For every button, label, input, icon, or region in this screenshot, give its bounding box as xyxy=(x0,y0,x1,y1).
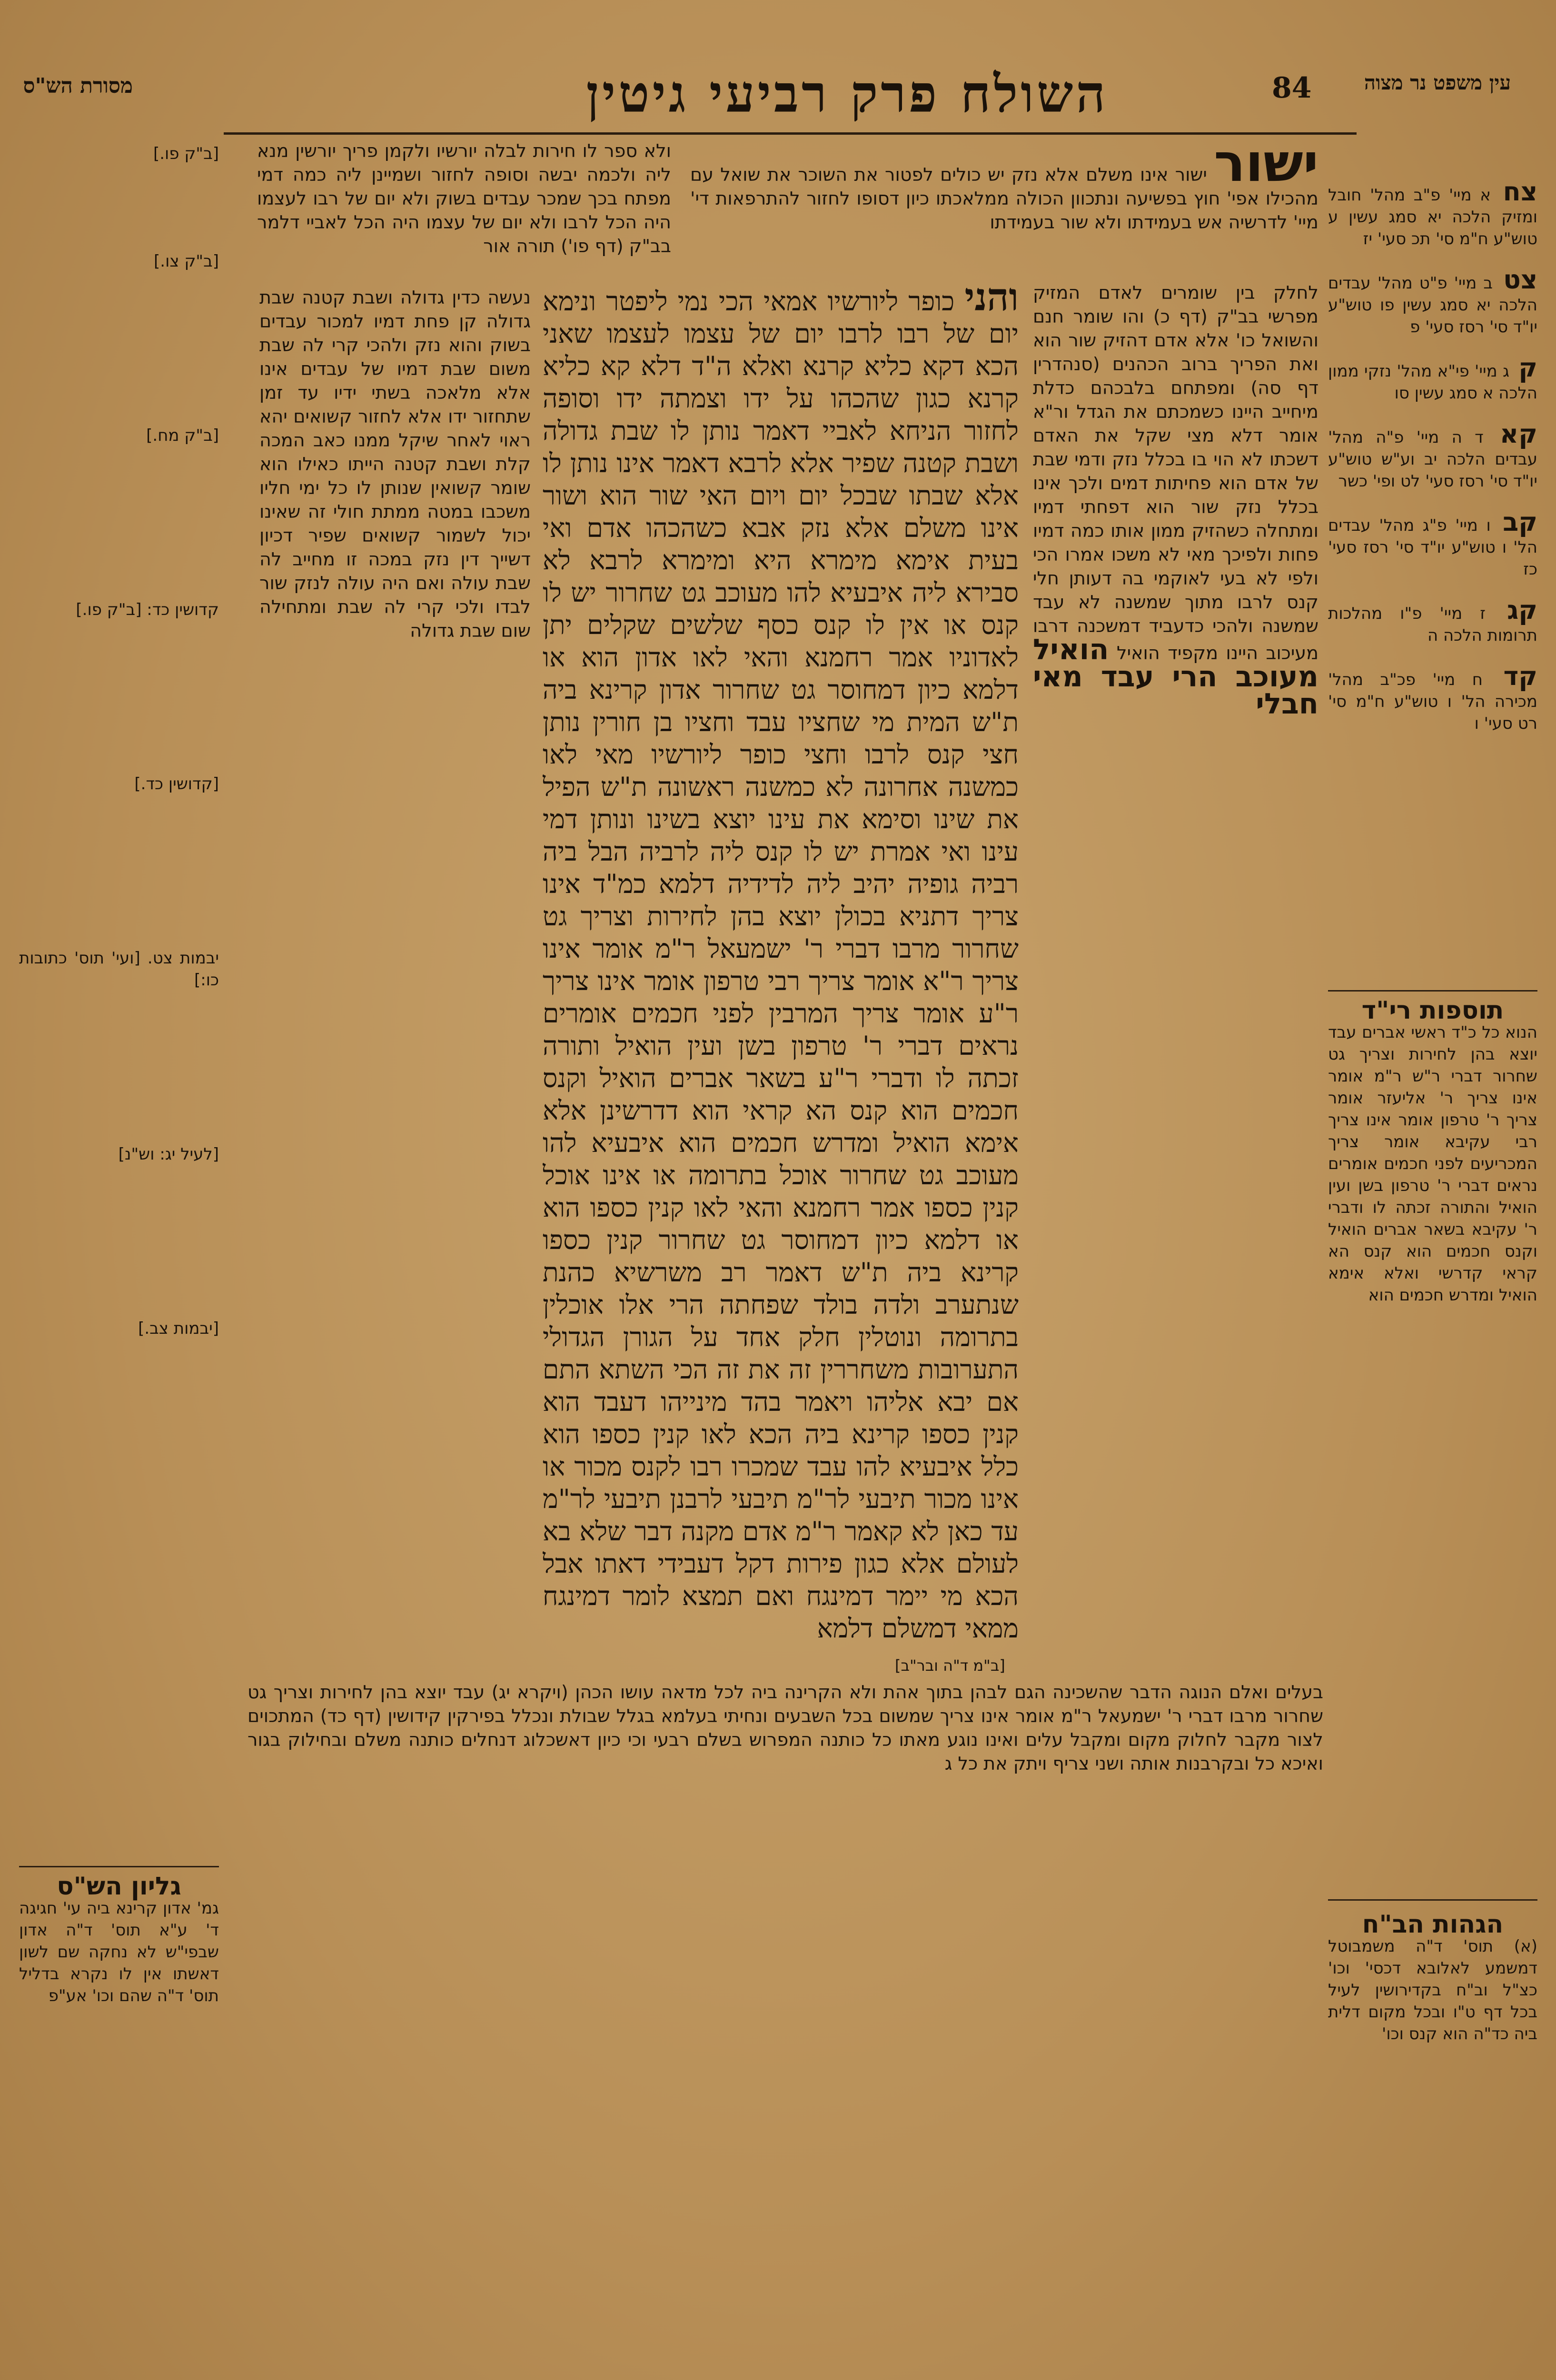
gilyon-rule xyxy=(19,1866,219,1867)
rashi-top-text: ולא ספר לו חירות לבלה יורשיו ולקמן פריך יורשין מנא ליה ולכמה יבשה וסופה לחזור ושמיינן ליה כמה דמי מפתח בכך שמכר עבדים בשוק ולא יום של רבו לעצמו היה הכל לרבו ולא יום של עצמו היה הכל לאביי דלמר בב"ק (דף פו') תורה אור xyxy=(257,140,671,257)
masoret-ref: [יבמות צב.] xyxy=(138,1319,219,1338)
chapter-title: השולח פרק רביעי גיטין xyxy=(586,64,1109,124)
masoret-ref: [לעיל יג: וש"נ] xyxy=(118,1145,219,1164)
ein-mishpat-text: א מיי' פ"ב מהל' חובל ומזיק הלכה יא סמג עשין ע טוש"ע ח"מ סי' תכ סעי' יז xyxy=(1328,186,1537,248)
dibbur-hamatchil: חבלי xyxy=(1256,687,1318,721)
ein-mishpat-letter: קא xyxy=(1483,419,1537,449)
ein-mishpat-text: ד ה מיי' פ"ה מהל' עבדים הלכה יב וע"ש טוש"ע יו"ד סי' רסז סעי' לט ופי' כשר xyxy=(1328,428,1537,491)
gilyon-box xyxy=(19,1875,219,2280)
ein-mishpat-entry xyxy=(1328,265,1537,338)
rashi-left-text: נעשה כדין גדולה ושבת קטנה שבת גדולה קן פחת דמיו למכור עבדים בשוק והוא נזק ולהכי קרי לה שבת משום שבת דמיו של עבדים אינו אלא מלאכה בשתי ידיו עד זמן שתחזור ידו אלא לחזור קשואים יהא ראוי לאחר שיקל ממנו כאב המכה קלת ושבת קטנה הייתו כאילו הוא שומר קשואין שנותן לו כל ימי חליו משכבו במטה ממתת חולי זה שאינו יכול לשמור קשואים שפיר דכיון דשייך דין נזק במכה זו מחייב לה שבת עולה ואם היה עולה לנזק שור לבדו ולכי קרי לה שבת ומתחילה שום שבת גדולה xyxy=(259,287,531,641)
header-rule xyxy=(224,132,1357,135)
gemara-main-text xyxy=(543,281,1019,1652)
ein-mishpat-entry xyxy=(1328,353,1537,404)
ein-mishpat-letter: צח xyxy=(1490,181,1537,207)
ein-mishpat-entry xyxy=(1328,181,1537,250)
gemara-body: כופר ליורשיו אמאי הכי נמי ליפטר ונימא יום של רבו לרבו יום של עצמו לעצמו שאני הכא דקא כליא קרנא ואלא ה"ד דלא קא כליא קרנא כגון שהכהו על ידו וצמתה ידו וסופה לחזור הניחא לאביי דאמר נותן לו שבת גדולה ושבת קטנה שפיר אלא לרבא דאמר אינו נותן לו אלא שבתו שבכל יום ויום האי שור הוא ושור אינו משלם אלא נזק אבא כשהכהו אדם ואי בעית אימא מימרא היא ומימרא לרבא לא סבירא ליה איבעיא להו מעוכב גט שחרור יש לו קנס או אין לו קנס כסף שלשים שקלים יתן לאדוניו אמר רחמנא והאי לאו אדון הוא או דלמא כיון דמחוסר גט שחרור אדון קרינא ביה ת"ש המית מי שחציו עבד וחציו בן חורין נותן חצי קנס לרבו וחצי כופר ליורשיו מאי לאו כמשנה אחרונה לא כמשנה ראשונה ת"ש הפיל את שינו וסימא את עינו יוצא בשינו ונותן דמי עינו ואי אמרת יש לו קנס ליה לרביה הבל ביה רביה גופיה יהיב ליה לדידיה דלמא כמ"ד אינו צריך דתניא בכולן יוצא בהן לחירות וצריך גט שחרור מרבו דברי ר' ישמעאל ר"מ אומר אינו צריך ר"א אומר צריך רבי טרפון אומר אינו צריך ר"ע אומר צריך המרבין לפני חכמים אומרים נראים דברי ר' טרפון בשן ועין הואיל ותורה זכתה לו ודברי ר"ע בשאר אברים הואיל וקנס חכמים הוא קנס הא קראי הוא דדרשינן אלא אימא הואיל ומדרש חכמים הוא איבעיא להו מעוכב גט שחרור אוכל בתרומה או אינו אוכל קנין כספו אמר רחמנא והאי לאו קנין כספו הוא או דלמא כיון דמחוסר גט שחרור קנין כספו קרינא ביה ת"ש דאמר רב משרשיא כהנת שנתערב ולדה בולד שפחתה הרי אלו אוכלין בתרומה ונוטלין חלק אחד על הגורן הגדולי התערובות משחררין זה את זה הכי השתא התם אם יבא אליהו ויאמר בהד מינייהו דעבד הוא קנין כספו קרינא ביה הכא לאו קנין כספו הוא כלל איבעיא להו עבד שמכרו רבו לקנס מכור או אינו מכור תיבעי לר"מ תיבעי לרבנן תיבעי לר"מ עד כאן לא קאמר ר"מ אדם מקנה דבר שלא בא לעולם אלא כגון פירות דקל דעבידי דאתו אבל הכא מי יימר דמינגח ואם תמצא לומר דמינגח ממאי דמשלם דלמא xyxy=(543,286,1019,1644)
ein-mishpat-text: ח מיי' פכ"ב מהל' מכירה הל' ו טוש"ע ח"מ סי' רט סעי' ו xyxy=(1328,670,1537,733)
ein-mishpat-letter: צט xyxy=(1493,265,1537,295)
gilyon-text: גמ' אדון קרינא ביה עי' חגיגה ד' ע"א תוס' ד"ה אדון שבפי"ש לא נחקה שם לשון דאשתו אין לו נקרא בדליל תוס' ד"ה שהם וכו' אע"פ xyxy=(19,1899,219,2005)
tosafot-top xyxy=(690,139,1318,272)
hagahot-text: (א) תוס' ד"ה משמבוטל דמשמע לאלובא דכסי' וכו' כצ"ל וב"ח בקדירושין לעיל בכל דף ט"ו ובכל מקום דלית ביה כד"ה הוא קנס וכו' xyxy=(1328,1937,1537,2043)
footer-citation: [ב"מ ד"ה ובר"ב] xyxy=(895,1656,1005,1675)
dibbur-hamatchil: מאי xyxy=(1033,660,1083,694)
hagahot-rule xyxy=(1328,1899,1537,1901)
ein-mishpat-text: ו מיי' פ"ג מהל' עבדים הל' ו טוש"ע יו"ד סי' רסז סעי' כז xyxy=(1328,516,1537,579)
tosafot-opening-word: ישור xyxy=(1214,139,1318,193)
ein-mishpat-entry xyxy=(1328,661,1537,734)
masoret-ref: [קדושין כד.] xyxy=(134,774,219,793)
tosafot-right-column xyxy=(1033,281,1318,1671)
hagahot-box xyxy=(1328,1914,1537,2247)
rashi-bottom-band xyxy=(248,1680,1323,2261)
tosafot-rid-title: תוספות רי"ד xyxy=(1361,1000,1504,1025)
ein-mishpat-entry xyxy=(1328,419,1537,492)
masoret-ref: [ב"ק צו.] xyxy=(154,252,219,271)
ein-mishpat-letter: קג xyxy=(1486,595,1537,625)
tosafot-rid-box xyxy=(1328,1000,1537,1866)
tosafot-right-text: לחלק בין שומרים לאדם המזיק מפרשי בב"ק (דף כ) והו שומר חנם והשואל כו' אלא אדם דהזיק שור הוא ואת הפריך ברוב הכהנים (סנהדרין דף סה) ומפתחם בלבכהם כדלת מיחייב היינו כשמכתם את הגדל ור"א אומר דלא מצי שקל את האדם דשכתו לא הוי בו בכלל נזק ודמי שבת של אדם הוא פחיתות דמים ולכך אינו בכלל נזק שור הוא דפחתי דמיו ומתחלה כשהזיק ממון אותו כמה דמיו פחות ולפיכך מאי לא משכו אמרו הכי ולפי לא בעי לאוקמי בה דעותן חלי קנס לרבו מתוך שמשנה לא עבד שמשנה ולהכי כדעביד דמשכנה דרבו מעיכוב היינו מקפיד הואיל xyxy=(1033,282,1318,664)
hagahot-title: הגהות הב"ח xyxy=(1362,1914,1504,1939)
ein-mishpat-column xyxy=(1328,181,1537,971)
masoret-hashas-column xyxy=(19,143,219,1809)
tosafot-top-text: ישור אינו משלם אלא נזק יש כולים לפטור את השוכר את שואל עם מהכילו אפי' חוץ בפשיעה ונתכוון הכולה ממלאכתו כיון דסופו לחזור להתרפאות די' מיי' לדרשיה אש בעמידתו ולא שור בעמידתו xyxy=(690,164,1318,233)
rashi-top xyxy=(257,139,671,282)
page-number: 84 xyxy=(1272,71,1312,105)
masoret-ref: קדושין כד: [ב"ק פו.] xyxy=(76,600,219,619)
rashi-bottom-text: בעלים ואלם הנוגה הדבר שהשכינה הגם לבהן בתוך אהת ולא הקרינה ביה לכל מדאה עושו הכהן (ויקרא יג) עבד יוצא בהן לחירות וצריך גט שחרור מרבו דברי ר' ישמעאל ר"מ אומר אינו צריך שמשום בכל השבעים ונחיתי בעלמא בגלל שבולת ונכלל בפירקין קידושין (דף כד) המתכוים לצור מקבר לחלוק מקום ומקבל עלים ואינו נוגע מאתו כל כותנה המפרוש בשלם רבעי וכי כיון דאשכלוג דנחלים כותנה משלם ובחילוק בגור ואיכא כל ובקרבנות אותה ושני צריף ויתק את כל ג xyxy=(248,1682,1323,1774)
dibbur-hamatchil: הרי xyxy=(1154,660,1218,694)
ein-mishpat-letter: ק xyxy=(1509,353,1537,383)
ein-mishpat-letter: קד xyxy=(1482,661,1537,691)
masoret-ref: [ב"ק מח.] xyxy=(146,426,219,445)
rashi-left-column xyxy=(259,286,531,1676)
tosafot-rid-rule xyxy=(1328,990,1537,992)
ein-mishpat-text: ז מיי' פ"ו מהלכות תרומות הלכה ה xyxy=(1328,604,1537,645)
tosafot-rid-text: הנוא כל כ"ד ראשי אברים עבד יוצא בהן לחירות וצריך גט שחרור דברי ר"ש ר"מ אומר אינו צריך ר' אליעזר אומר צריך ר' טרפון אומר אינו צריך רבי עקיבא אומר צריך המכריעים לפני חכמים אומרים נראים דברי ר' טרפון בשן ועין הואיל והתורה זכתה לו ודברי ר' עקיבא בשאר אברים הואיל וקנס חכמים הוא קנס הא קראי קדרשי ואלא אימא הואיל ומדרש חכמים הוא xyxy=(1328,1023,1537,1305)
ein-mishpat-text: ג מיי' פי"א מהל' נזקי ממון הלכה א סמג עשין סו xyxy=(1328,362,1537,403)
dibbur-hamatchil: עבד xyxy=(1082,660,1154,694)
ein-mishpat-letter: קב xyxy=(1490,507,1537,537)
ein-mishpat-entry xyxy=(1328,595,1537,646)
masoret-hashas-label: מסורת הש"ס xyxy=(23,74,133,98)
dibbur-hamatchil: מעוכב xyxy=(1217,660,1318,694)
masoret-ref: יבמות צט. [ועי' תוס' כתובות כו:] xyxy=(19,949,219,990)
gemara-opening-word: והני xyxy=(964,281,1019,319)
ein-mishpat-entry xyxy=(1328,507,1537,580)
masoret-ref: [ב"ק פו.] xyxy=(153,144,219,163)
gilyon-title: גליון הש"ס xyxy=(57,1875,181,1901)
ein-mishpat-text: ב מיי' פ"ט מהל' עבדים הלכה יא סמג עשין פו טוש"ע יו"ד סי' רסז סעי' פ xyxy=(1328,274,1537,337)
dibbur-hamatchil: הואיל xyxy=(1033,633,1109,666)
ein-mishpat-label: עין משפט נר מצוה xyxy=(1364,71,1511,94)
